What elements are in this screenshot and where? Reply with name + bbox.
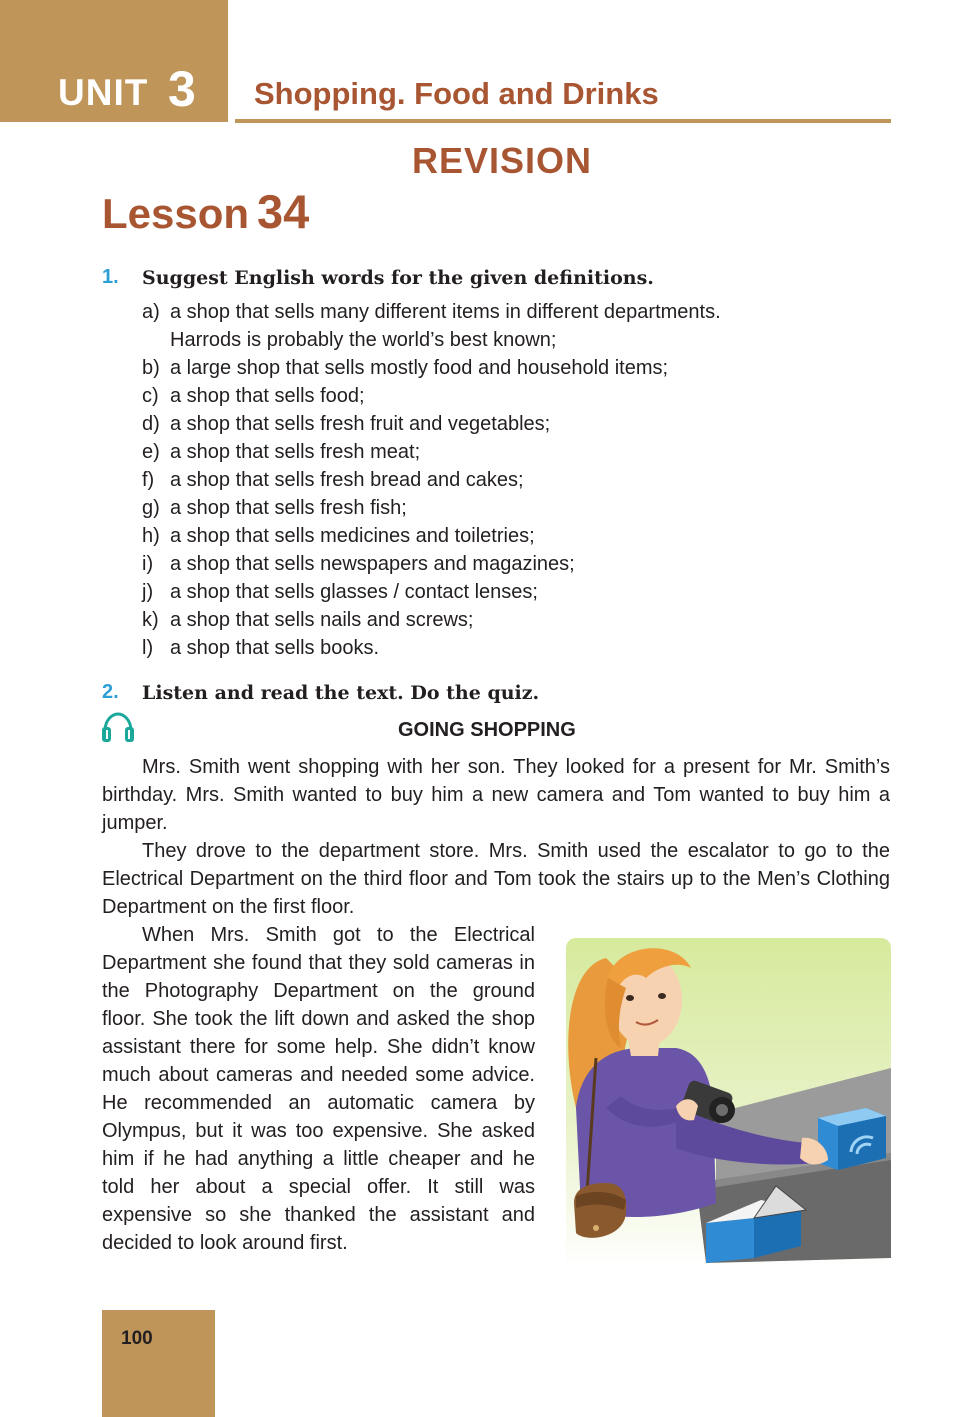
list-item (142, 495, 882, 523)
unit-banner (0, 0, 228, 122)
task-1-number: 1. (102, 266, 119, 288)
lesson-number: 34 (257, 185, 310, 238)
shopping-illustration (566, 938, 891, 1270)
list-item (142, 551, 882, 579)
item-text: a shop that sells many different items in different departments. (170, 301, 721, 323)
story-paragraph: They drove to the department store. Mrs. Smith used the escalator to go to the Electrical Department on the third floor and Tom took the stairs up to the Men’s Clothing Department on the first floor. (102, 840, 890, 918)
story-paragraph: Mrs. Smith went shopping with her son. They looked for a present for Mr. Smith’s birthday. Mrs. Smith wanted to buy him a new camera and Tom wanted to buy him a jumper. (102, 756, 890, 834)
item-letter: b) (142, 357, 160, 379)
task-2-instruction: Listen and read the text. Do the quiz. (142, 682, 540, 704)
list-item (142, 635, 882, 663)
item-letter: k) (142, 609, 159, 631)
definition-list (142, 299, 882, 663)
list-item (142, 355, 882, 383)
list-item (142, 467, 882, 495)
list-item (142, 383, 882, 411)
item-text: a shop that sells fresh bread and cakes; (170, 469, 524, 491)
item-text: Harrods is probably the world’s best known; (170, 329, 557, 351)
lesson-word: Lesson (102, 190, 250, 237)
unit-title: Shopping. Food and Drinks (254, 76, 659, 111)
item-letter: h) (142, 525, 160, 547)
story-title: GOING SHOPPING (398, 719, 576, 741)
item-letter: j) (142, 581, 154, 603)
item-text: a large shop that sells mostly food and household items; (170, 357, 669, 379)
list-item (142, 607, 882, 635)
item-text: a shop that sells fresh fruit and vegetables; (170, 413, 551, 435)
revision-heading: REVISION (412, 140, 593, 181)
lesson-heading (102, 184, 309, 239)
item-letter: c) (142, 385, 159, 407)
item-letter: d) (142, 413, 160, 435)
unit-label: UNIT (58, 72, 149, 113)
item-letter: l) (142, 637, 154, 659)
item-text: a shop that sells fresh fish; (170, 497, 407, 519)
item-text: a shop that sells nails and screws; (170, 609, 474, 631)
story-paragraph: When Mrs. Smith got to the Electrical Department she found that they sold cameras in the Photography Department on the ground floor. She took the lift down and asked the shop assistant there for some help. She didn’t know much about cameras and needed some advice. He recommended an automatic camera by Olympus, but it was too expensive. She asked him if he had anything a little cheaper and he told her about a special offer. It still was expensive so she thanked the assistant and decided to look around first. (102, 924, 535, 1254)
list-item-continuation (142, 327, 882, 355)
list-item (142, 579, 882, 607)
header-rule (235, 119, 891, 123)
item-text: a shop that sells glasses / contact lenses; (170, 581, 538, 603)
item-text: a shop that sells newspapers and magazines; (170, 553, 575, 575)
unit-number: 3 (168, 61, 196, 117)
item-letter: a) (142, 301, 160, 323)
headphones-icon (101, 711, 135, 743)
page-number: 100 (121, 1328, 153, 1349)
list-item (142, 439, 882, 467)
item-text: a shop that sells books. (170, 637, 380, 659)
task-1-instruction: Suggest English words for the given definitions. (142, 267, 654, 289)
item-text: a shop that sells medicines and toiletries; (170, 525, 535, 547)
list-item (142, 523, 882, 551)
item-text: a shop that sells food; (170, 385, 365, 407)
list-item (142, 411, 882, 439)
item-letter: f) (142, 469, 155, 491)
item-letter: g) (142, 497, 160, 519)
item-letter: i) (142, 553, 154, 575)
task-2-number: 2. (102, 681, 119, 703)
list-item (142, 299, 882, 327)
item-letter: e) (142, 441, 160, 463)
item-text: a shop that sells fresh meat; (170, 441, 421, 463)
page-number-tab (102, 1310, 215, 1417)
